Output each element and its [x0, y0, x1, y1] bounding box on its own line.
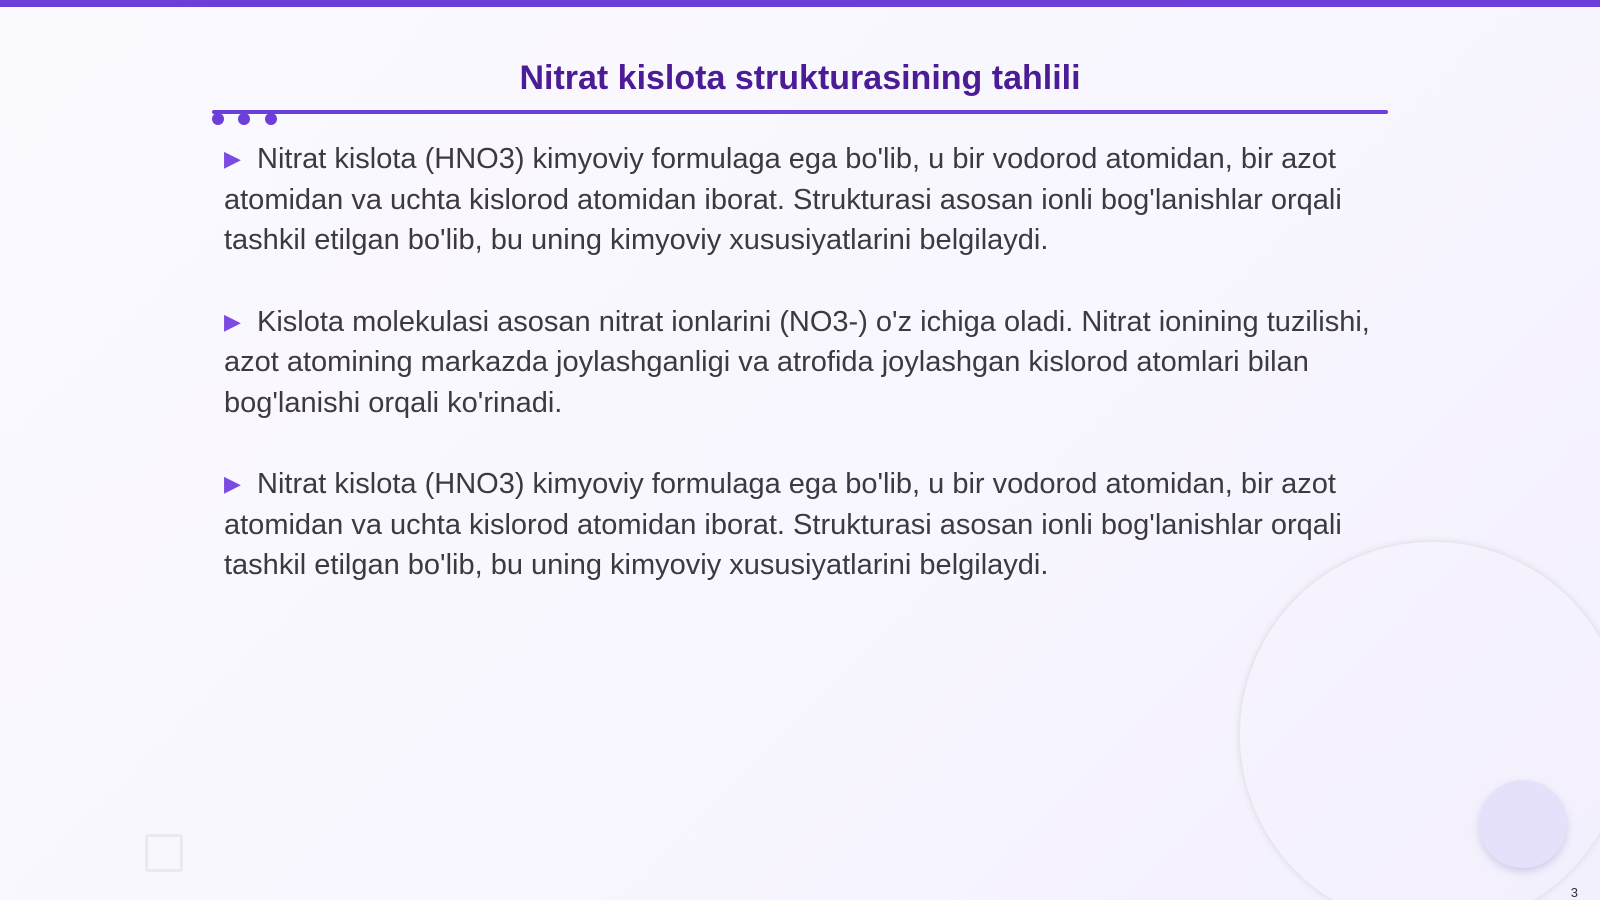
bullet-text: Nitrat kislota (HNO3) kimyoviy formulaga ega bo'lib, u bir vodorod atomidan, bir azot atomidan va uchta kislorod atomidan iborat. Strukturasi asosan ionli bog'lanishlar orqali tashkil etilgan bo'lib, bu uning kimyoviy xususiyatlarini belgilaydi. — [224, 143, 1342, 256]
decorative-circle-filled — [1479, 780, 1567, 868]
top-accent-bar — [0, 0, 1600, 7]
slide-title: Nitrat kislota strukturasining tahlili — [519, 59, 1081, 97]
bullet-text: Kislota molekulasi asosan nitrat ionlarini (NO3-) o'z ichiga oladi. Nitrat ionining tuzilishi, azot atomining markazda joylashganligi va atrofida joylashgan kislorod atomlari bilan bog'lanishi orqali ko'rinadi. — [224, 305, 1370, 419]
bullet-item — [224, 464, 1384, 586]
bullet-item — [224, 139, 1384, 261]
triangle-right-icon: ▶ — [224, 471, 241, 496]
decorative-dot — [212, 113, 224, 125]
decorative-square — [145, 834, 183, 872]
triangle-right-icon: ▶ — [224, 146, 241, 171]
bullet-text: Nitrat kislota (HNO3) kimyoviy formulaga ega bo'lib, u bir vodorod atomidan, bir azot atomidan va uchta kislorod atomidan iborat. Strukturasi asosan ionli bog'lanishlar orqali tashkil etilgan bo'lib, bu uning kimyoviy xususiyatlarini belgilaydi. — [224, 468, 1342, 581]
bullet-item — [224, 302, 1384, 424]
bullet-list — [224, 139, 1384, 627]
title-underline — [212, 110, 1388, 114]
page-number: 3 — [1570, 885, 1578, 900]
decorative-dot — [265, 113, 277, 125]
triangle-right-icon: ▶ — [224, 308, 241, 334]
decorative-dot — [238, 113, 250, 125]
